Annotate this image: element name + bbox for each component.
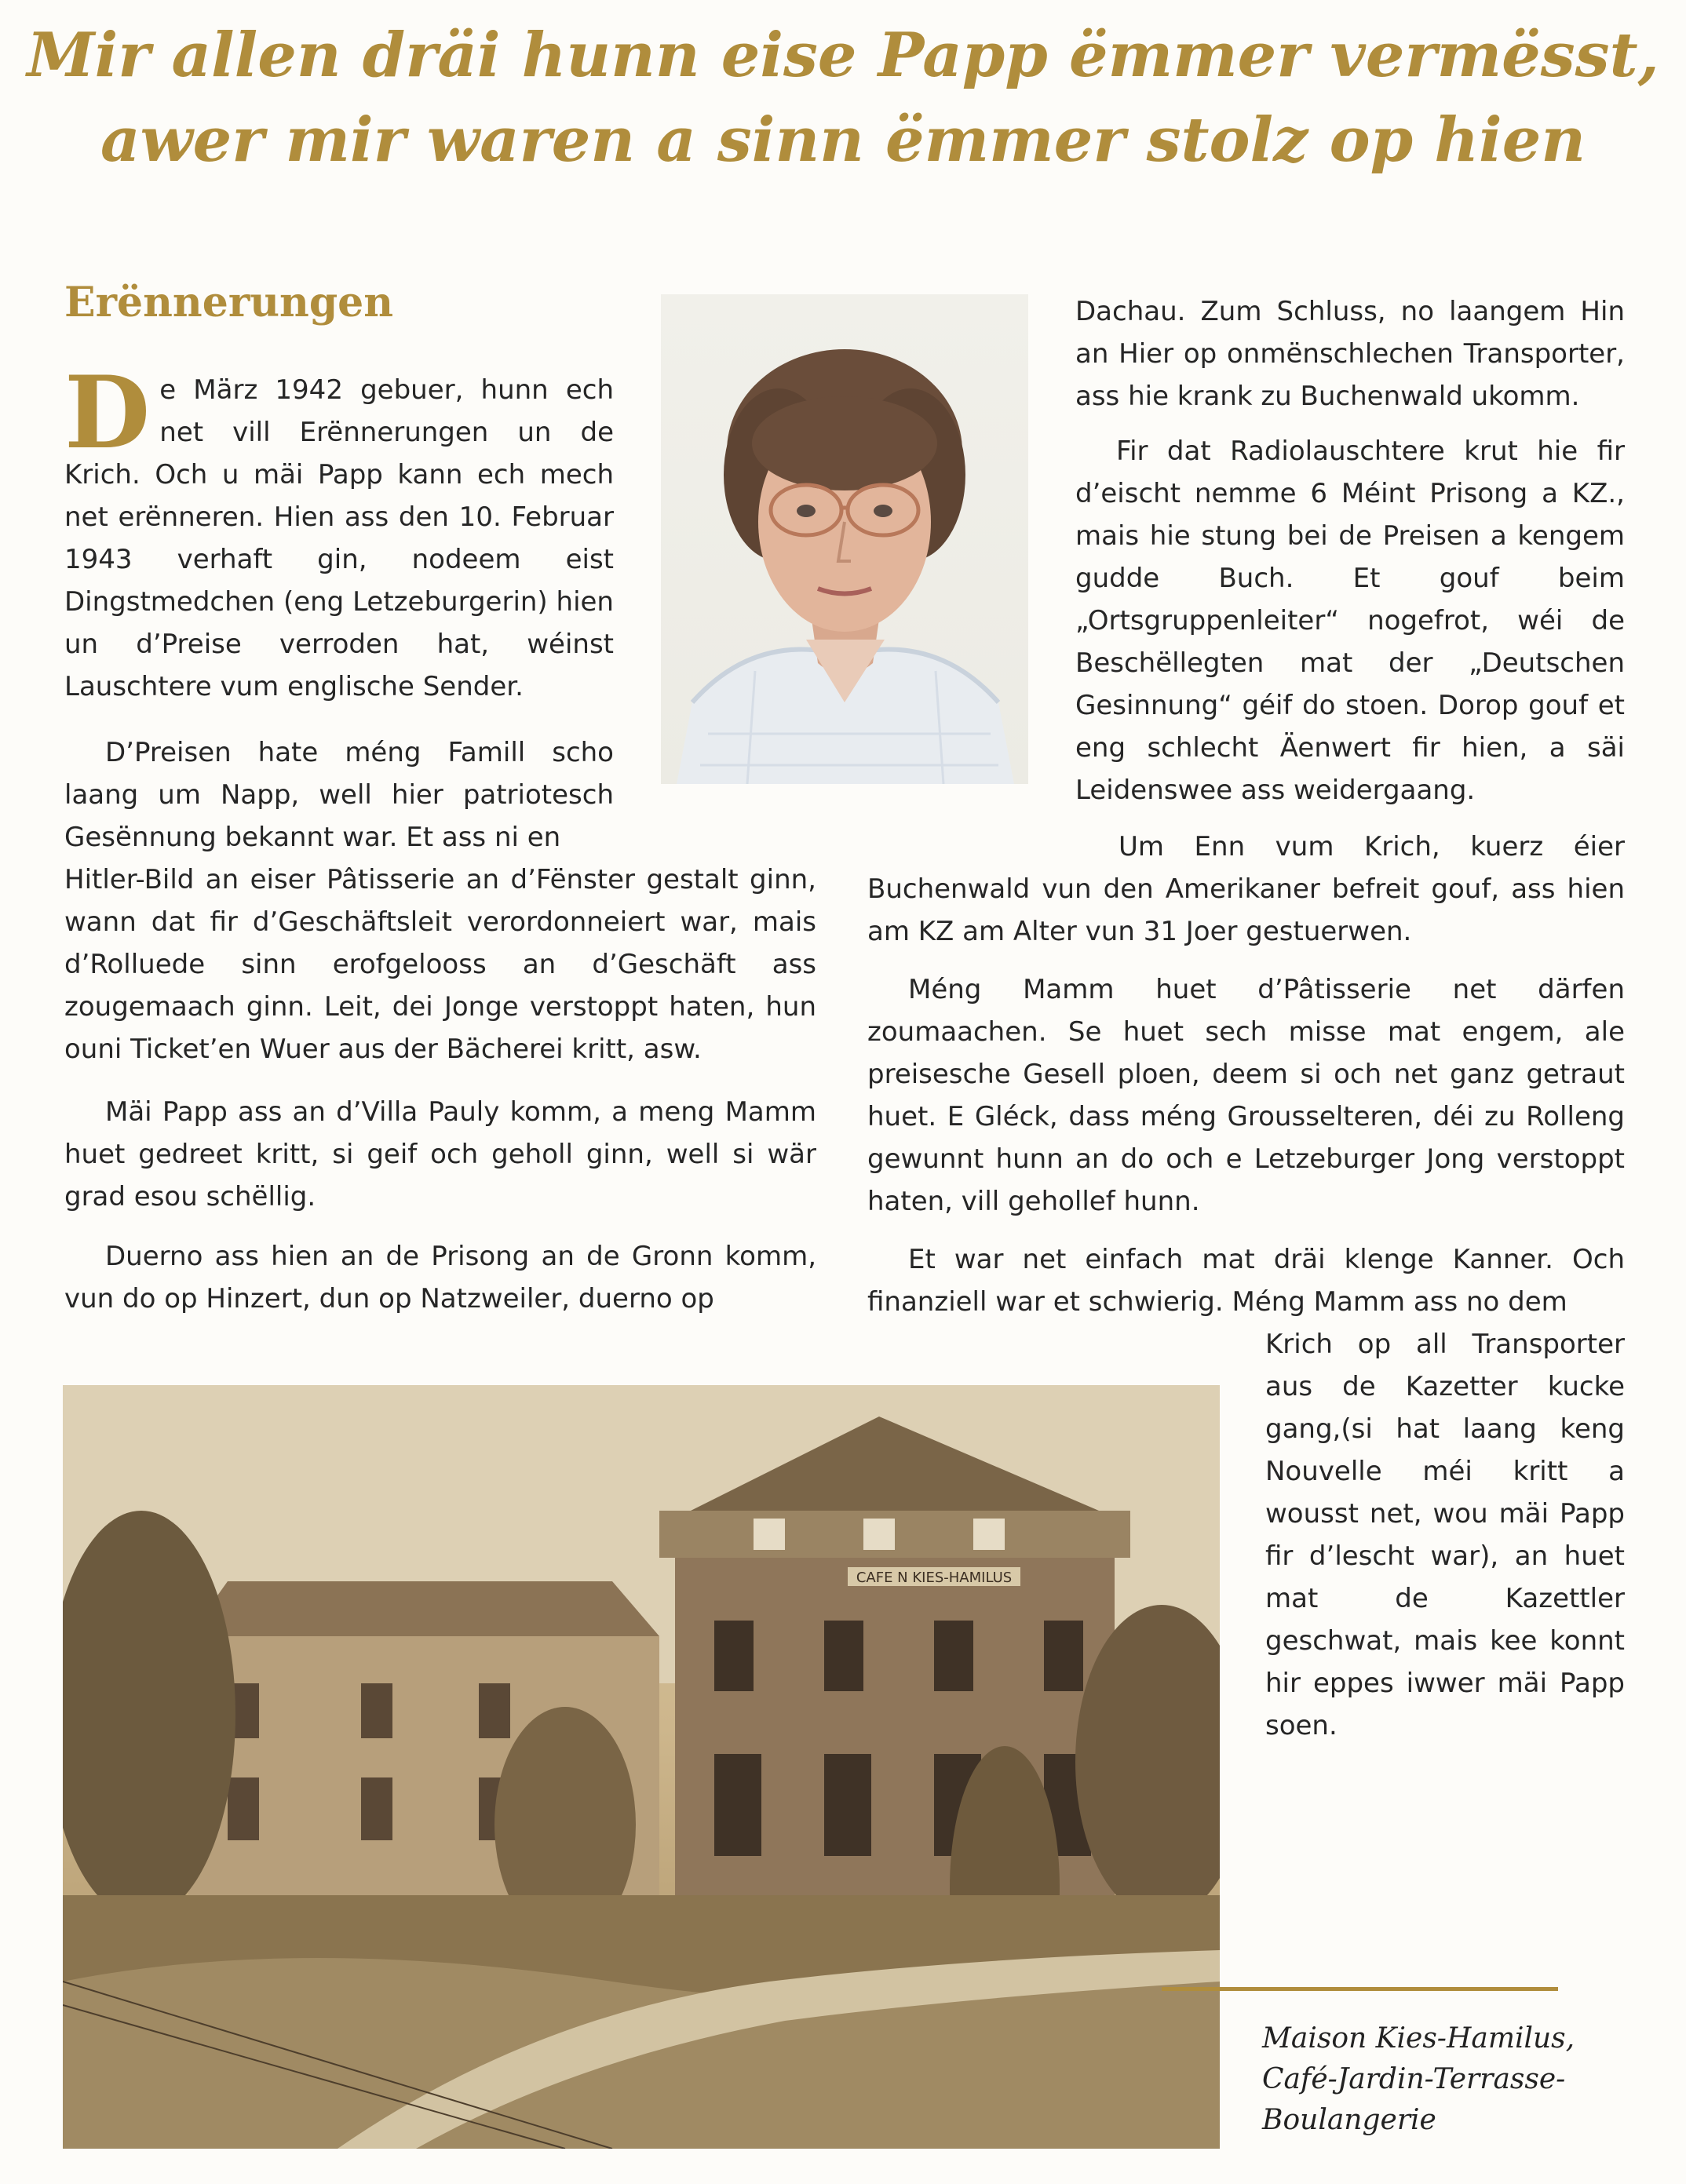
- paragraph-9-bottom: Krich op all Transporter aus de Kazetter kucke gang,(si hat laang keng Nouvelle méi kritt a wousst net, wou mäi Papp fir d’lescht war), an huet mat de Kazettler geschwat, mais kee konnt hir eppes iwwer mäi Papp soen.: [1265, 1329, 1625, 1741]
- caption-rule: [1162, 1987, 1558, 1991]
- paragraph-4: Duerno ass hien an de Prisong an de Gronn komm, vun do op Hinzert, dun op Natzweiler, duerno op: [64, 1241, 816, 1314]
- title-line-2: awer mir waren a sinn ëmmer stolz op hien: [100, 104, 1586, 176]
- title-line-1: Mir allen dräi hunn eise Papp ëmmer vermësst,: [27, 20, 1659, 91]
- house-photo: [63, 1385, 1220, 2149]
- paragraph-5: Dachau. Zum Schluss, no laangem Hin an Hier op onmënschlechen Transporter, ass hie krank zu Buchenwald ukomm.: [1075, 296, 1625, 412]
- paragraph-6: Fir dat Radiolauschtere krut hie fir d’eischt nemme 6 Méint Prisong a KZ., mais hie stung bei de Preisen a kengem gudde Buch. Et gouf beim „Ortsgruppenleiter“ nogefrot, wéi de Beschëllegten mat der „Deutschen Gesinnung“ géif do stoen. Dorop gouf et eng schlecht Äenwert fir hien, a säi Leidenswee ass weidergaang.: [1075, 436, 1625, 806]
- paragraph-1: vill Erënnerungen un de Krich. Och u mäi Papp kann ech mech net erënneren. Hien ass den 10. Februar 1943 verhaft gin, nodeem eist Dingstmedchen (eng Letzeburgerin) hien un d’Preise verroden hat, wéinst Lauschtere vum englische Sender.: [64, 417, 614, 702]
- cafe-sign: CAFE N KIES-HAMILUS: [856, 1570, 1013, 1586]
- photo-caption: [1262, 2018, 1592, 2141]
- caption-line-1: Maison Kies-Hamilus,: [1262, 2022, 1575, 2055]
- paragraph-2-top: D’Preisen hate méng Famill scho laang um Napp, well hier patriotesch Gesënnung bekannt war. Et ass ni en: [64, 737, 614, 853]
- portrait-photo: [661, 294, 1028, 784]
- paragraph-1-intro: e März 1942 gebuer, hunn ech net: [159, 374, 614, 448]
- section-heading: Erënnerungen: [64, 279, 394, 326]
- article-intro: [64, 355, 614, 708]
- caption-line-3: Boulangerie: [1262, 2104, 1436, 2136]
- caption-line-2: Café-Jardin-Terrasse-: [1262, 2063, 1566, 2095]
- paragraph-3: Mäi Papp ass an d’Villa Pauly komm, a meng Mamm huet gedreet kritt, si geif och geholl ginn, well si wär grad esou schëllig.: [64, 1096, 816, 1212]
- paragraph-9-top: Et war net einfach mat dräi klenge Kanner. Och finanziell war et schwierig. Méng Mamm ass no dem: [867, 1244, 1625, 1318]
- dropcap: D: [64, 355, 151, 471]
- paragraph-7: Um Enn vum Krich, kuerz éier Buchenwald vun den Amerikaner befreit gouf, ass hien am KZ am Alter vun 31 Joer gestuerwen.: [867, 831, 1625, 947]
- paragraph-2-bottom: Hitler-Bild an eiser Pâtisserie an d’Fënster gestalt ginn, wann dat fir d’Geschäftsleit verordonneiert war, mais d’Rolluede sinn erofgelooss an d’Geschäft ass zougemaach ginn. Leit, dei Jonge verstoppt haten, hun ouni Ticket’en Wuer aus der Bächerei kritt, asw.: [64, 864, 816, 1065]
- paragraph-8: Méng Mamm huet d’Pâtisserie net därfen zoumaachen. Se huet sech misse mat engem, ale preisesche Gesell ploen, deem si och net ganz getraut huet. E Gléck, dass méng Grousselteren, déi zu Rolleng gewunnt hunn an do och e Letzeburger Jong verstoppt haten, vill gehollef hunn.: [867, 974, 1625, 1217]
